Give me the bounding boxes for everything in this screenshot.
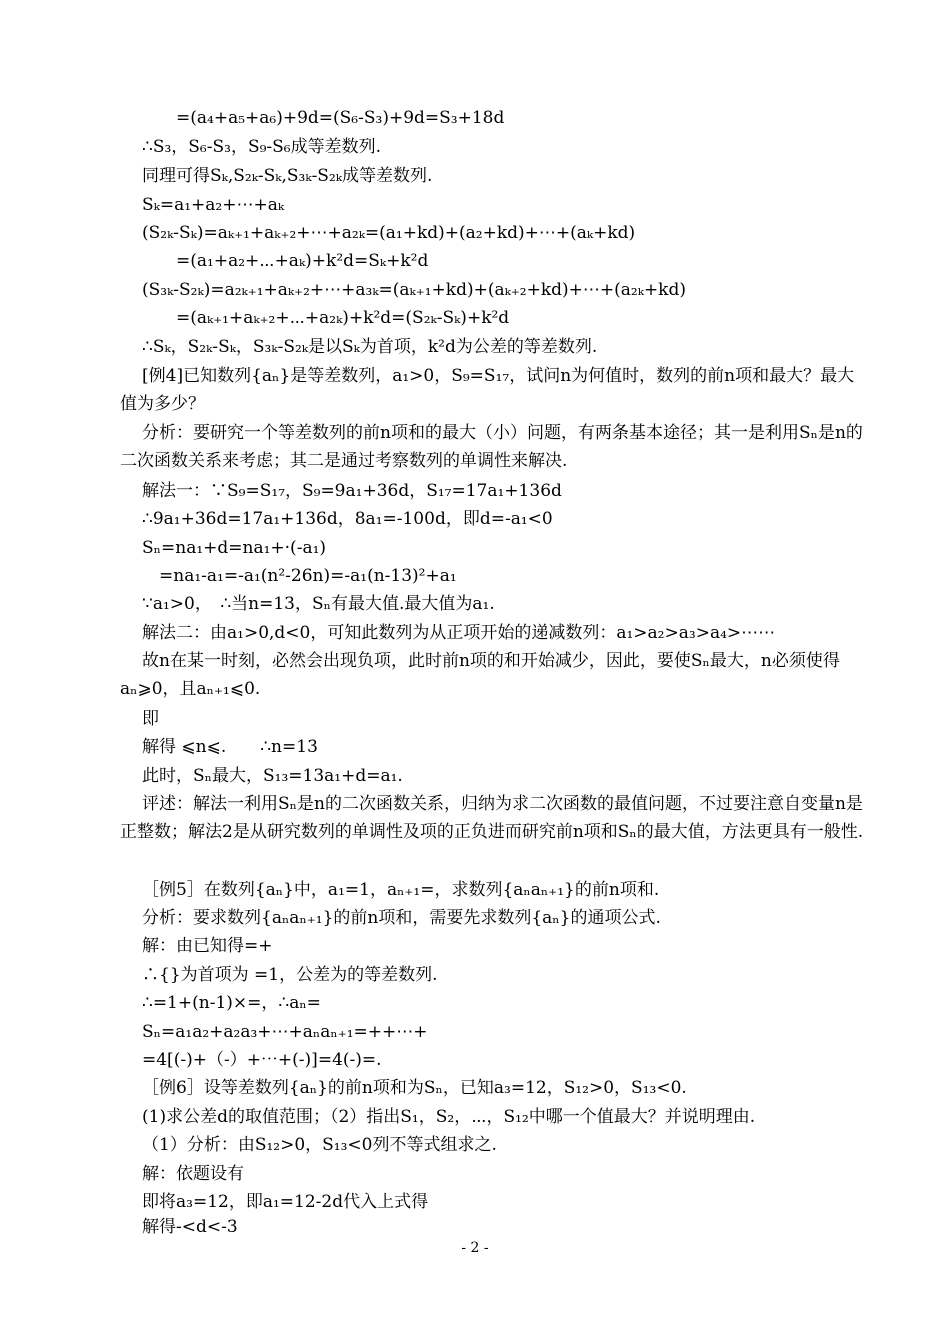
- text-line: 解法二：由a₁>0,d<0，可知此数列为从正项开始的递减数列：a₁>a₂>a₃>a₄>⋯⋯: [142, 623, 776, 643]
- text-line: ∴{}为首项为 =1，公差为的等差数列.: [142, 965, 438, 985]
- page-number: - 2 -: [461, 1240, 489, 1256]
- text-line: Sₙ=na₁+d=na₁+·(-a₁): [142, 538, 327, 558]
- method-two-paragraph: 故n在某一时刻，必然会出现负项，此时前n项的和开始减少，因此，要使Sₙ最大，n必须使得aₙ⩾0，且aₙ₊₁⩽0.: [120, 651, 840, 699]
- example-6-question: ［例6］设等差数列{aₙ}的前n项和为Sₙ，已知a₃=12，S₁₂>0，S₁₃<0.: [142, 1078, 687, 1098]
- text-line: ∵a₁>0， ∴当n=13，Sₙ有最大值.最大值为a₁.: [142, 594, 495, 614]
- text-line: ∴Sₖ，S₂ₖ-Sₖ，S₃ₖ-S₂ₖ是以Sₖ为首项，k²d为公差的等差数列.: [142, 337, 598, 357]
- text-line: 即: [142, 709, 159, 729]
- text-line: =na₁-a₁=-a₁(n²-26n)=-a₁(n-13)²+a₁: [142, 566, 457, 586]
- text-line: =(a₁+a₂+⋯+aₖ)+k²d=Sₖ+k²d: [142, 251, 429, 271]
- text-line: ∴9a₁+36d=17a₁+136d，8a₁=-100d，即d=-a₁<0: [142, 509, 553, 529]
- text-line: （1）分析：由S₁₂>0，S₁₃<0列不等式组求之.: [142, 1135, 497, 1155]
- text-line: ∴S₃，S₆-S₃，S₉-S₆成等差数列.: [142, 137, 382, 157]
- text-line: Sₖ=a₁+a₂+⋯+aₖ: [142, 195, 285, 215]
- text-line: =4[(-)+（-）+⋯+(-)]=4(-)=.: [142, 1050, 382, 1070]
- example-5-question: ［例5］在数列{aₙ}中，a₁=1，aₙ₊₁=，求数列{aₙaₙ₊₁}的前n项和.: [142, 880, 660, 900]
- text-line: 解得-<d<-3: [142, 1217, 238, 1237]
- analysis-paragraph: 分析：要研究一个等差数列的前n项和的最大（小）问题，有两条基本途径；其一是利用Sₙ是n的二次函数关系来考虑；其二是通过考察数列的单调性来解决.: [120, 423, 863, 471]
- text-line: =(aₖ₊₁+aₖ₊₂+⋯+a₂ₖ)+k²d=(S₂ₖ-Sₖ)+k²d: [142, 308, 510, 328]
- text-line: Sₙ=a₁a₂+a₂a₃+⋯+aₙaₙ₊₁=++⋯+: [142, 1022, 428, 1042]
- text-line: (S₂ₖ-Sₖ)=aₖ₊₁+aₖ₊₂+⋯+a₂ₖ=(a₁+kd)+(a₂+kd)+⋯+(aₖ+kd): [142, 223, 636, 243]
- text-line: 解：由已知得=+: [142, 936, 273, 956]
- text-line: 此时，Sₙ最大，S₁₃=13a₁+d=a₁.: [142, 766, 403, 786]
- text-line: (S₃ₖ-S₂ₖ)=a₂ₖ₊₁+aₖ₊₂+⋯+a₃ₖ=(aₖ₊₁+kd)+(aₖ₊₂+kd)+⋯+(a₂ₖ+kd): [142, 280, 686, 300]
- text-line: 分析：要求数列{aₙaₙ₊₁}的前n项和，需要先求数列{aₙ}的通项公式.: [142, 908, 661, 928]
- commentary-paragraph: 评述：解法一利用Sₙ是n的二次函数关系，归纳为求二次函数的最值问题，不过要注意自变量n是正整数；解法2是从研究数列的单调性及项的正负进而研究前n项和Sₙ的最大值，方法更具有一般性.: [120, 794, 864, 842]
- text-line: ∴=1+(n-1)×=，∴aₙ=: [142, 993, 321, 1013]
- text-line: 解得 ⩽n⩽. ∴n=13: [142, 737, 318, 757]
- text-line: 同理可得Sₖ,S₂ₖ-Sₖ,S₃ₖ-S₂ₖ成等差数列.: [142, 166, 433, 186]
- text-line: 即将a₃=12，即a₁=12-2d代入上式得: [142, 1192, 429, 1212]
- text-line: (1)求公差d的取值范围；（2）指出S₁，S₂，⋯，S₁₂中哪一个值最大？并说明理由.: [142, 1107, 756, 1127]
- text-line: =(a₄+a₅+a₆)+9d=(S₆-S₃)+9d=S₃+18d: [142, 108, 505, 128]
- text-line: 解法一：∵S₉=S₁₇，S₉=9a₁+36d，S₁₇=17a₁+136d: [142, 481, 562, 501]
- text-line: 解：依题设有: [142, 1164, 244, 1184]
- example-4-question: [例4]已知数列{aₙ}是等差数列，a₁>0，S₉=S₁₇，试问n为何值时，数列的前n项和最大？最大值为多少？: [120, 366, 855, 414]
